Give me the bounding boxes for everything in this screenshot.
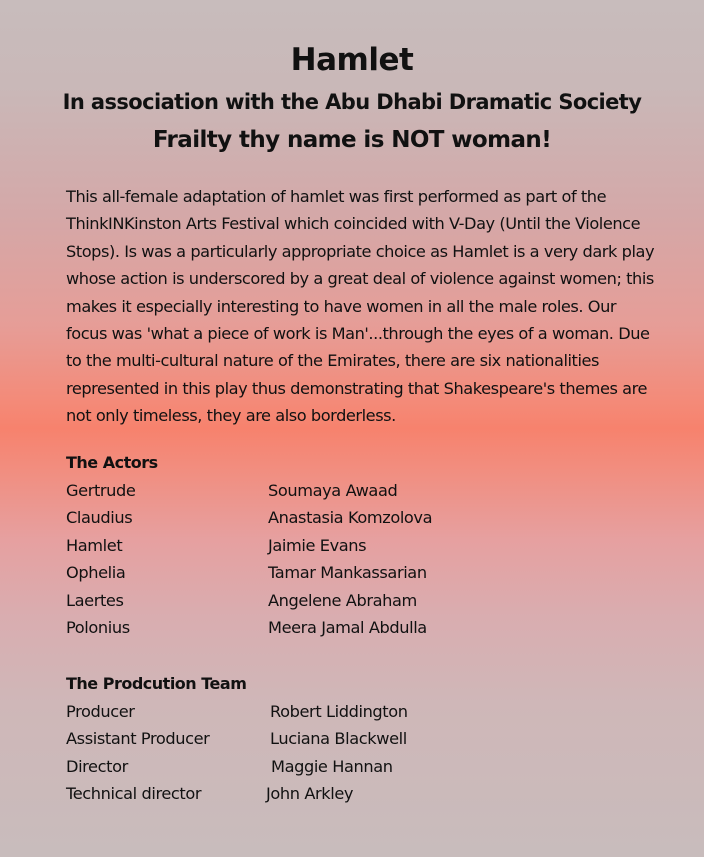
tagline: Frailty thy name is NOT woman!: [152, 127, 552, 153]
actor-name: Anastasia Komzolova: [268, 508, 433, 528]
team-role: Producer: [66, 702, 135, 721]
actor-name: Soumaya Awaad: [268, 481, 398, 500]
actors-list: [66, 477, 626, 641]
actor-row: [66, 587, 626, 614]
team-row: [66, 725, 626, 752]
actor-name: Meera Jamal Abdulla: [268, 617, 427, 637]
actor-row: [66, 614, 626, 641]
actor-row: [66, 559, 626, 586]
team-role: Assistant Producer: [66, 729, 210, 749]
character-name: Gertrude: [66, 481, 136, 500]
team-role: Director: [66, 756, 128, 776]
character-name: Laertes: [66, 590, 124, 610]
actors-heading: The Actors: [66, 453, 158, 472]
team-member-name: Robert Liddington: [270, 702, 408, 721]
team-member-name: John Arkley: [266, 784, 354, 804]
association-subtitle: In association with the Abu Dhabi Dramatic Society: [62, 90, 642, 114]
character-name: Polonius: [66, 617, 130, 637]
play-title: Hamlet: [290, 42, 414, 78]
actor-row: [66, 504, 626, 531]
actor-row: [66, 532, 626, 559]
character-name: Hamlet: [66, 535, 123, 555]
actor-name: Angelene Abraham: [268, 590, 417, 610]
production-team-list: [66, 698, 626, 808]
team-row: [66, 780, 626, 807]
character-name: Ophelia: [66, 563, 126, 583]
team-row: [66, 753, 626, 780]
intro-paragraph: This all-female adaptation of hamlet was first performed as part of the ThinkINKinston Arts Festival which coincided with V-Day (Until the Violence Stops). Is was a particularly appropriate choice as Hamlet is a very dark play whose action is underscored by a great deal of violence against women; this makes it especially interesting to have women in all the male roles. Our focus was 'what a piece of work is Man'...through the eyes of a woman. Due to the multi-cultural nature of the Emirates, there are six nationalities represented in this play thus demonstrating that Shakespeare's themes are not only timeless, they are also borderless.: [66, 187, 655, 426]
character-name: Claudius: [66, 508, 133, 528]
production-team-heading: The Prodcution Team: [66, 674, 247, 693]
team-row: [66, 698, 626, 725]
actor-name: Jaimie Evans: [268, 535, 367, 555]
team-role: Technical director: [66, 784, 202, 804]
actor-row: [66, 477, 626, 504]
actor-name: Tamar Mankassarian: [268, 563, 427, 583]
team-member-name: Maggie Hannan: [271, 756, 393, 776]
team-member-name: Luciana Blackwell: [270, 729, 407, 749]
